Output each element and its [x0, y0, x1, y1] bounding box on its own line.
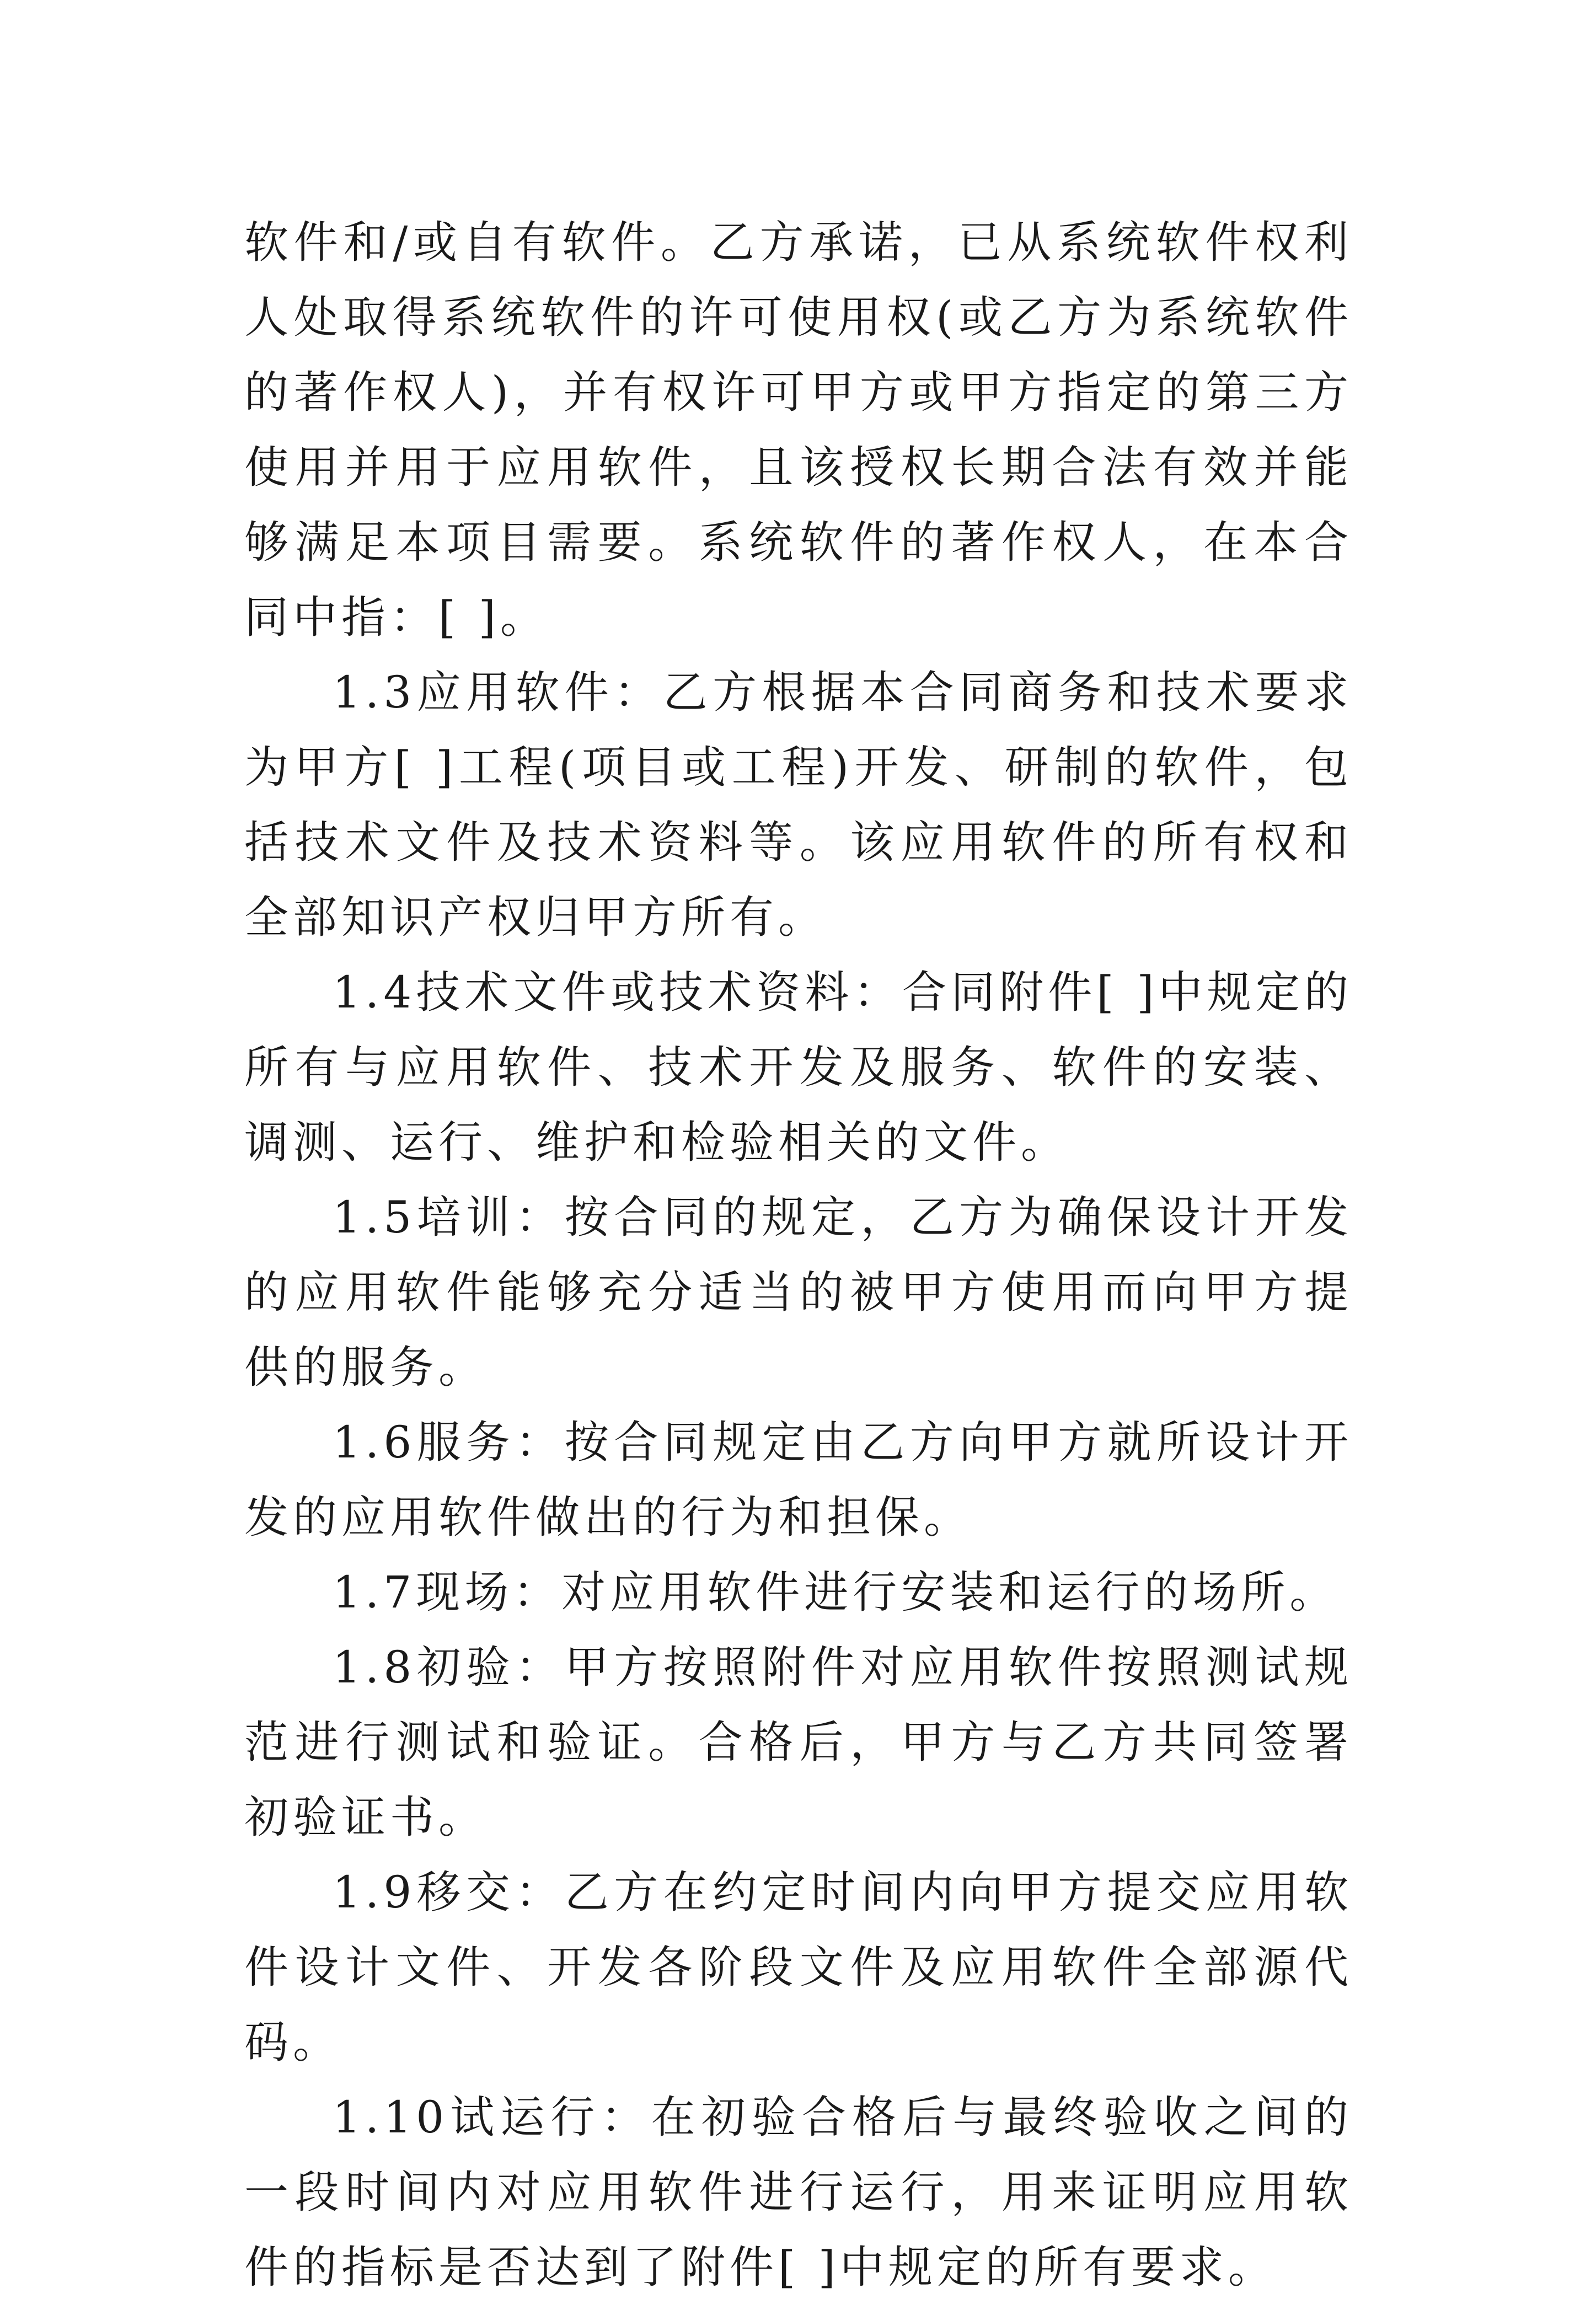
paragraph-1-5-training: 1.5培训：按合同的规定，乙方为确保设计开发的应用软件能够充分适当的被甲方使用而向甲方提供的服务。: [244, 1192, 1353, 1393]
paragraph-1-9-handover: 1.9移交：乙方在约定时间内向甲方提交应用软件设计文件、开发各阶段文件及应用软件全部源代码。: [244, 1867, 1353, 2068]
document-body: [244, 205, 1353, 2305]
paragraph-1-10-trial-run: 1.10试运行：在初验合格后与最终验收之间的一段时间内对应用软件进行运行，用来证明应用软件的指标是否达到了附件[ ]中规定的所有要求。: [244, 2092, 1353, 2293]
paragraph-1-6-service: 1.6服务：按合同规定由乙方向甲方就所设计开发的应用软件做出的行为和担保。: [244, 1417, 1353, 1543]
paragraph-system-software-continued: 软件和/或自有软件。乙方承诺，已从系统软件权利人处取得系统软件的许可使用权(或乙方为系统软件的著作权人)，并有权许可甲方或甲方指定的第三方使用并用于应用软件，且该授权长期合法有效并能够满足本项目需要。系统软件的著作权人，在本合同中指：[ ]。: [244, 217, 1353, 643]
paragraph-1-4-technical-documents: 1.4技术文件或技术资料：合同附件[ ]中规定的所有与应用软件、技术开发及服务、软件的安装、调测、运行、维护和检验相关的文件。: [244, 967, 1353, 1168]
paragraph-1-3-application-software: 1.3应用软件：乙方根据本合同商务和技术要求为甲方[ ]工程(项目或工程)开发、研制的软件，包括技术文件及技术资料等。该应用软件的所有权和全部知识产权归甲方所有。: [244, 667, 1353, 943]
paragraph-1-7-site: 1.7现场：对应用软件进行安装和运行的场所。: [333, 1567, 1338, 1618]
paragraph-1-8-initial-acceptance: 1.8初验：甲方按照附件对应用软件按照测试规范进行测试和验证。合格后，甲方与乙方共同签署初验证书。: [244, 1642, 1353, 1843]
